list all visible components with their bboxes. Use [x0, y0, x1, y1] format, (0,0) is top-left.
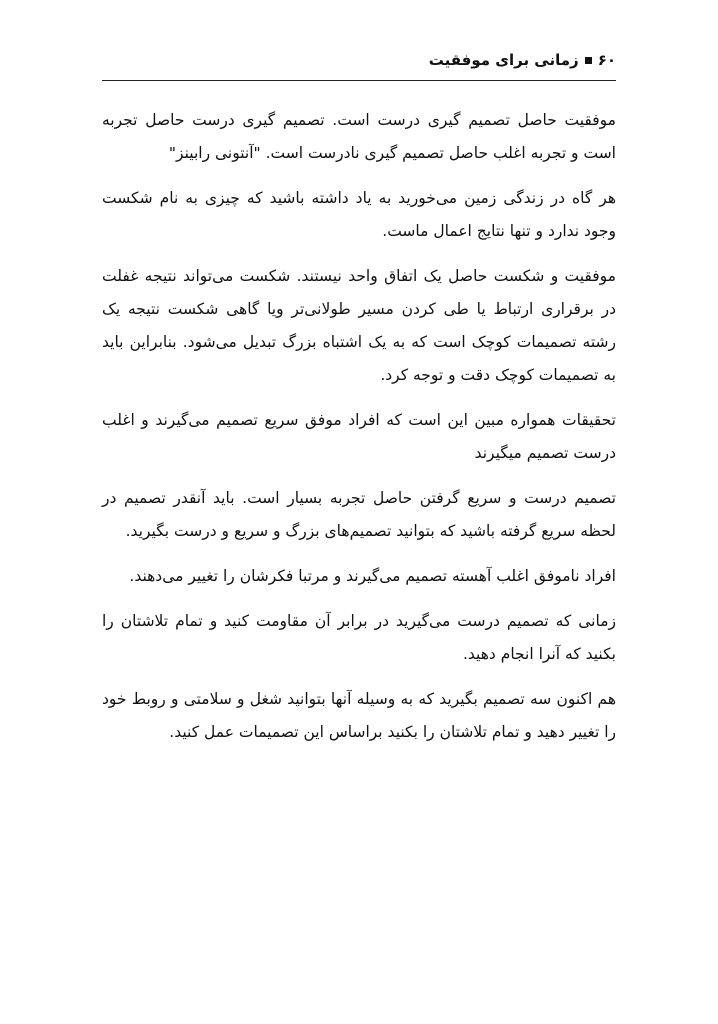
- running-header: [102, 44, 616, 76]
- paragraph: تصمیم درست و سریع گرفتن حاصل تجربه بسیار است. باید آنقدر تصمیم در لحظه سریع گرفته باشید که بتوانید تصمیم‌های بزرگ و سریع و درست بگیرید.: [102, 489, 616, 540]
- paragraph: تحقیقات همواره مبین این است که افراد موفق سریع تصمیم می‌گیرند و اغلب درست تصمیم میگیرند: [102, 411, 616, 462]
- square-bullet-icon: [585, 57, 592, 64]
- page-number: ۶۰: [597, 51, 616, 69]
- paragraph: موفقیت حاصل تصمیم گیری درست است. تصمیم گیری درست حاصل تجربه است و تجربه اغلب حاصل تصمیم گیری نادرست است. "آنتونی رابینز": [102, 111, 616, 162]
- header-rule: [102, 80, 616, 81]
- paragraph: هر گاه در زندگی زمین می‌خورید به یاد داشته باشید که چیزی به نام شکست وجود ندارد و تنها نتایج اعمال ماست.: [102, 189, 616, 240]
- paragraph: موفقیت و شکست حاصل یک اتفاق واحد نیستند. شکست می‌تواند نتیجه غفلت در برقراری ارتباط یا طی کردن مسیر طولانی‌تر ویا گاهی شکست نتیجه یک رشته تصمیمات کوچک است که به یک اشتباه بزرگ تبدیل می‌شود. بنابراین باید به تصمیمات کوچک دقت و توجه کرد.: [102, 267, 616, 384]
- chapter-title: زمانی برای موفقیت: [428, 51, 579, 69]
- paragraph: هم اکنون سه تصمیم بگیرید که به وسیله آنها بتوانید شغل و سلامتی و روبط خود را تغییر دهید و تمام تلاشتان را بکنید براساس این تصمیمات عمل کنید.: [102, 690, 616, 741]
- body-text: [102, 104, 616, 761]
- paragraph: افراد ناموفق اغلب آهسته تصمیم می‌گیرند و مرتبا فکرشان را تغییر می‌دهند.: [129, 567, 616, 585]
- paragraph: زمانی که تصمیم درست می‌گیرید در برابر آن مقاومت کنید و تمام تلاشتان را بکنید که آنرا انجام دهید.: [102, 612, 616, 663]
